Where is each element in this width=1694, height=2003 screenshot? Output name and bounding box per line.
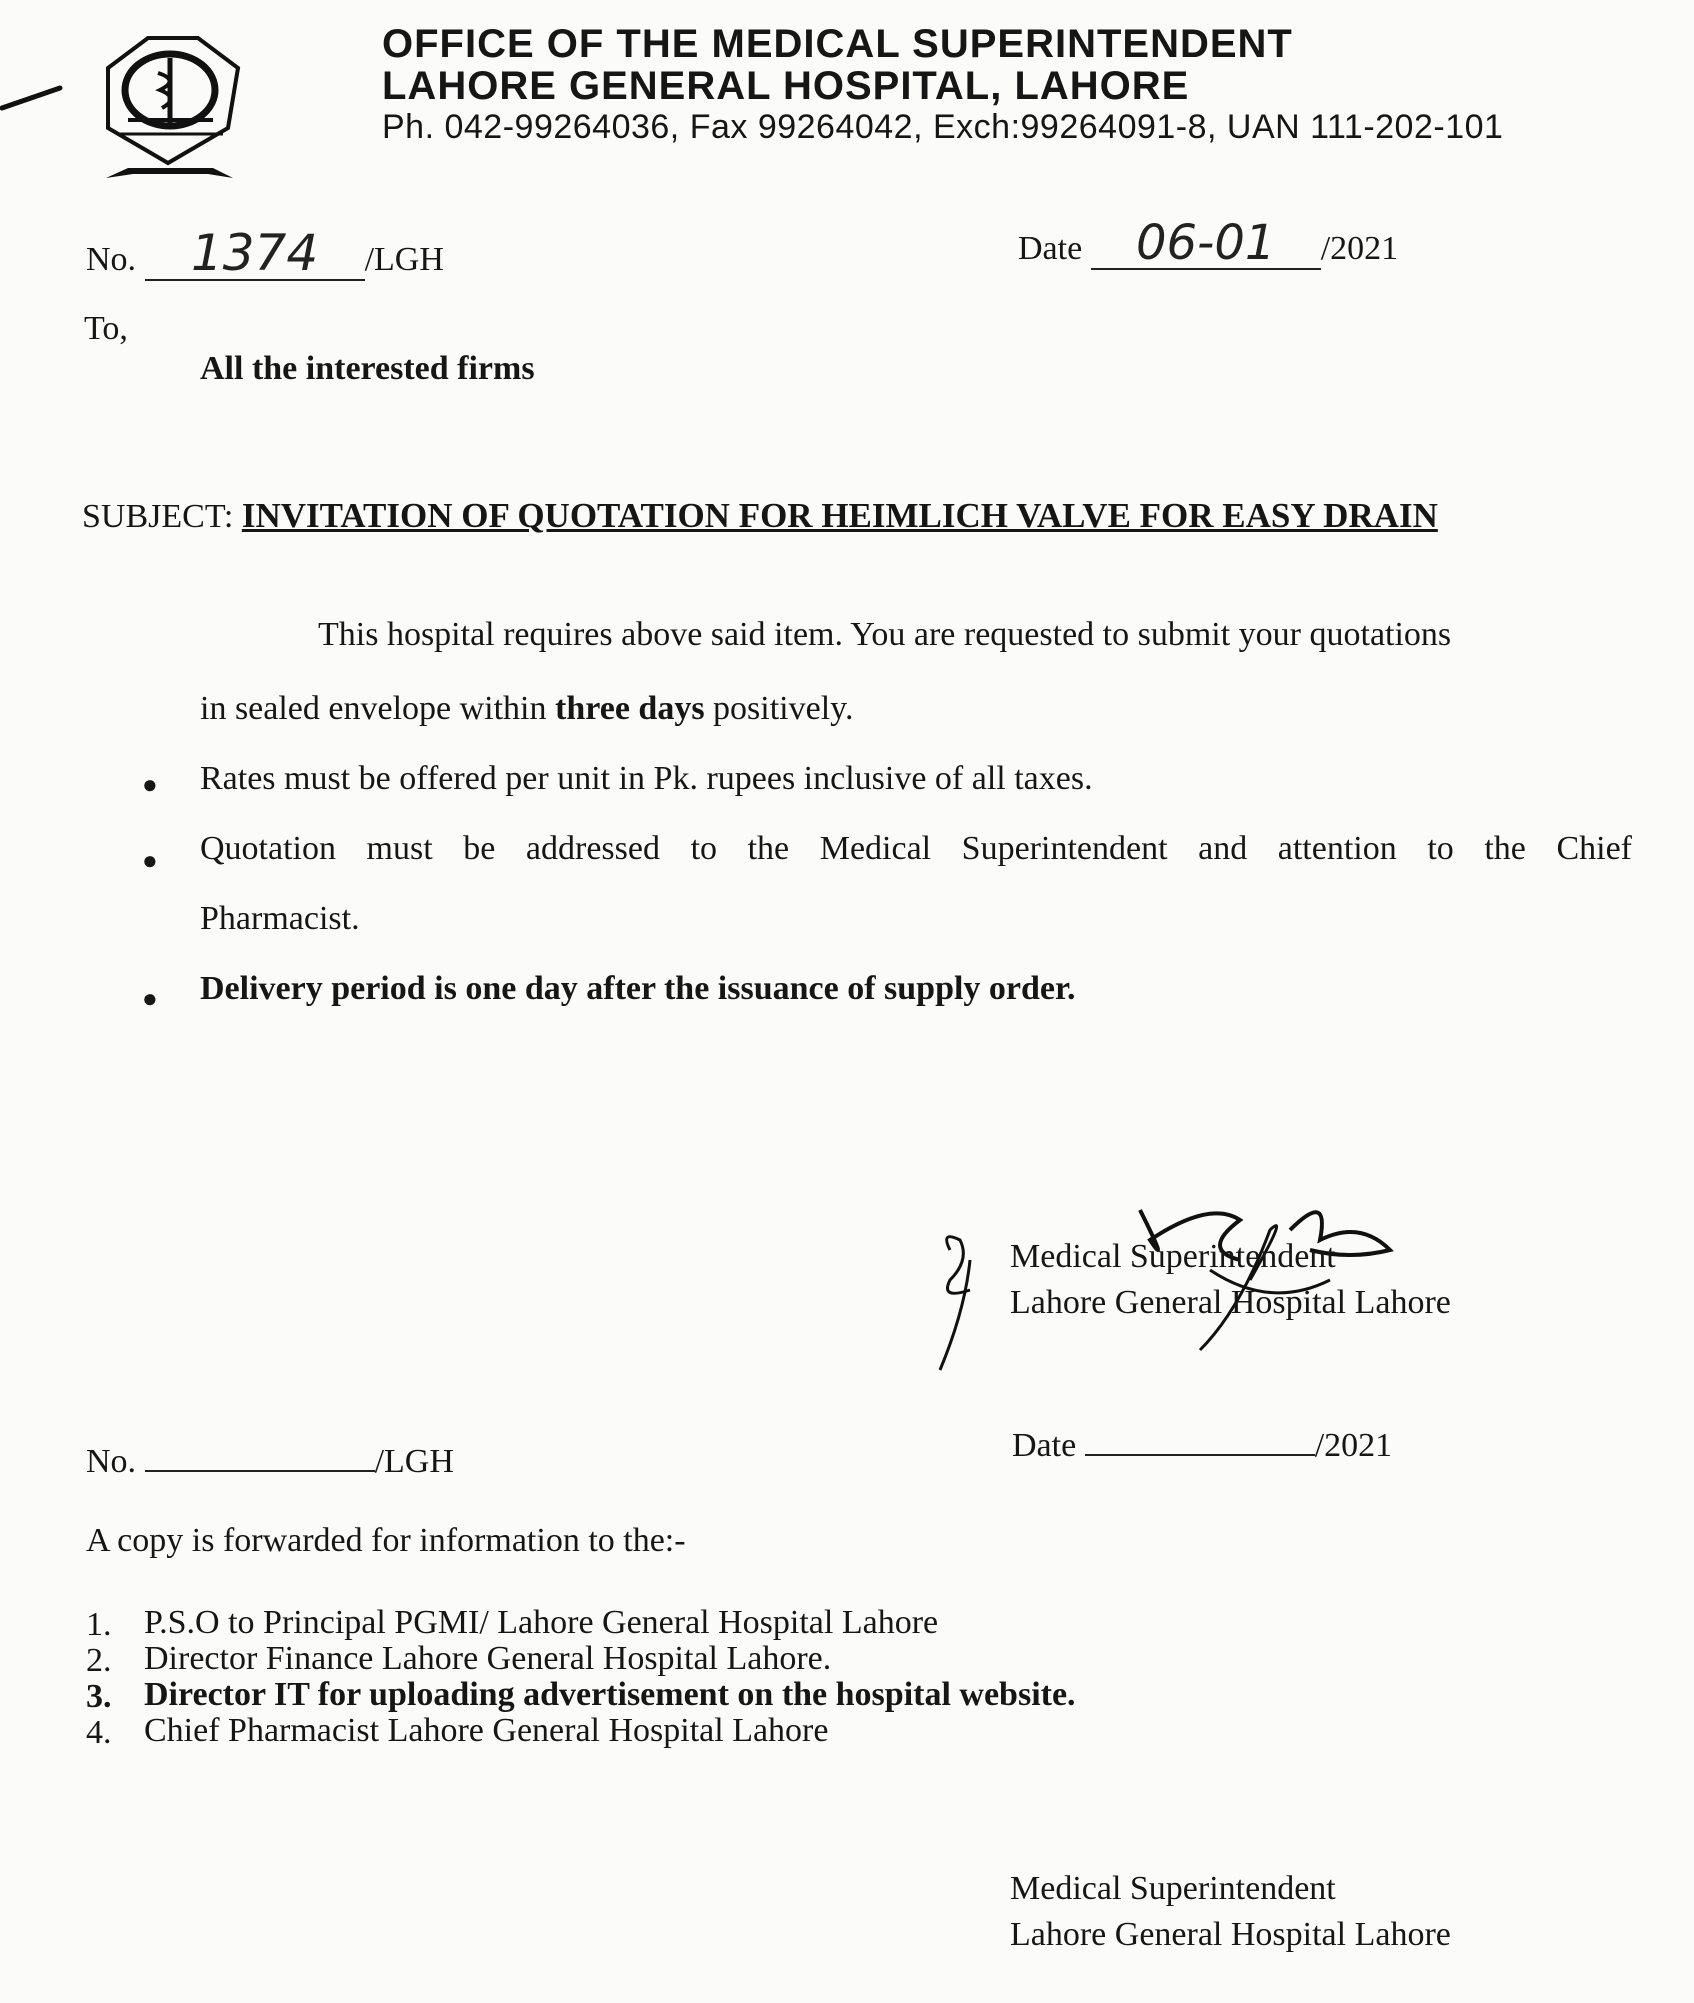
list-number: 4. bbox=[86, 1714, 112, 1751]
list-item: Chief Pharmacist Lahore General Hospital Lahore bbox=[144, 1712, 829, 1749]
body-intro-line2: in sealed envelope within three days positively. bbox=[200, 690, 854, 727]
date-handwritten-value: 06-01 bbox=[1135, 215, 1276, 271]
date-field bbox=[1091, 215, 1321, 271]
hospital-title: LAHORE GENERAL HOSPITAL, LAHORE bbox=[382, 64, 1190, 108]
date-label: Date bbox=[1018, 230, 1083, 267]
subject-label: SUBJECT: bbox=[82, 498, 234, 535]
emphasis-three-days: three days bbox=[555, 690, 705, 727]
list-item: Director Finance Lahore General Hospital Lahore. bbox=[144, 1640, 832, 1677]
body-intro-line1: This hospital requires above said item. You are requested to submit your quotations bbox=[318, 616, 1452, 653]
reference-number bbox=[86, 224, 444, 282]
list-item: Director IT for uploading advertisement on the hospital website. bbox=[144, 1676, 1076, 1713]
no-field bbox=[145, 224, 365, 282]
bullet-item: Delivery period is one day after the issuance of supply order. bbox=[200, 970, 1076, 1007]
to-label: To, bbox=[84, 310, 128, 347]
subject-text: INVITATION OF QUOTATION FOR HEIMLICH VALVE FOR EASY DRAIN bbox=[241, 496, 1438, 535]
signature-org: Lahore General Hospital Lahore bbox=[1010, 1284, 1451, 1321]
copy-reference-number: No. /LGH bbox=[86, 1436, 454, 1481]
recipient: All the interested firms bbox=[200, 350, 535, 387]
copy-reference-date: Date /2021 bbox=[1012, 1420, 1392, 1465]
footer-signature-title: Medical Superintendent bbox=[1010, 1870, 1336, 1907]
reference-date bbox=[1018, 215, 1399, 271]
bullet-item: Quotation must be addressed to the Medical Superintendent and attention to the Chief bbox=[200, 830, 1632, 867]
bullet-icon: ● bbox=[142, 984, 158, 1013]
bullet-item: Rates must be offered per unit in Pk. rupees inclusive of all taxes. bbox=[200, 760, 1093, 797]
no-label: No. bbox=[86, 241, 137, 278]
scan-mark bbox=[0, 78, 70, 118]
bullet-icon: ● bbox=[142, 770, 158, 799]
office-title: OFFICE OF THE MEDICAL SUPERINTENDENT bbox=[382, 22, 1293, 66]
date-suffix: /2021 bbox=[1320, 230, 1399, 267]
list-number: 2. bbox=[86, 1642, 112, 1679]
hospital-crest-icon bbox=[88, 28, 248, 178]
footer-signature-org: Lahore General Hospital Lahore bbox=[1010, 1916, 1451, 1953]
signature-title: Medical Superintendent bbox=[1010, 1238, 1336, 1275]
bullet-item-continuation: Pharmacist. bbox=[200, 900, 360, 937]
subject-line bbox=[82, 496, 1438, 536]
copy-date-blank bbox=[1085, 1420, 1315, 1456]
list-number: 1. bbox=[86, 1606, 112, 1643]
bullet-icon: ● bbox=[142, 846, 158, 875]
copy-intro: A copy is forwarded for information to the:- bbox=[86, 1522, 686, 1559]
copy-no-blank bbox=[145, 1436, 375, 1472]
no-suffix: /LGH bbox=[364, 241, 444, 278]
contact-line: Ph. 042-99264036, Fax 99264042, Exch:99264091-8, UAN 111-202-101 bbox=[382, 108, 1504, 146]
list-number: 3. bbox=[86, 1678, 112, 1715]
list-item: P.S.O to Principal PGMI/ Lahore General Hospital Lahore bbox=[144, 1604, 939, 1641]
no-handwritten-value: 1374 bbox=[190, 224, 319, 282]
